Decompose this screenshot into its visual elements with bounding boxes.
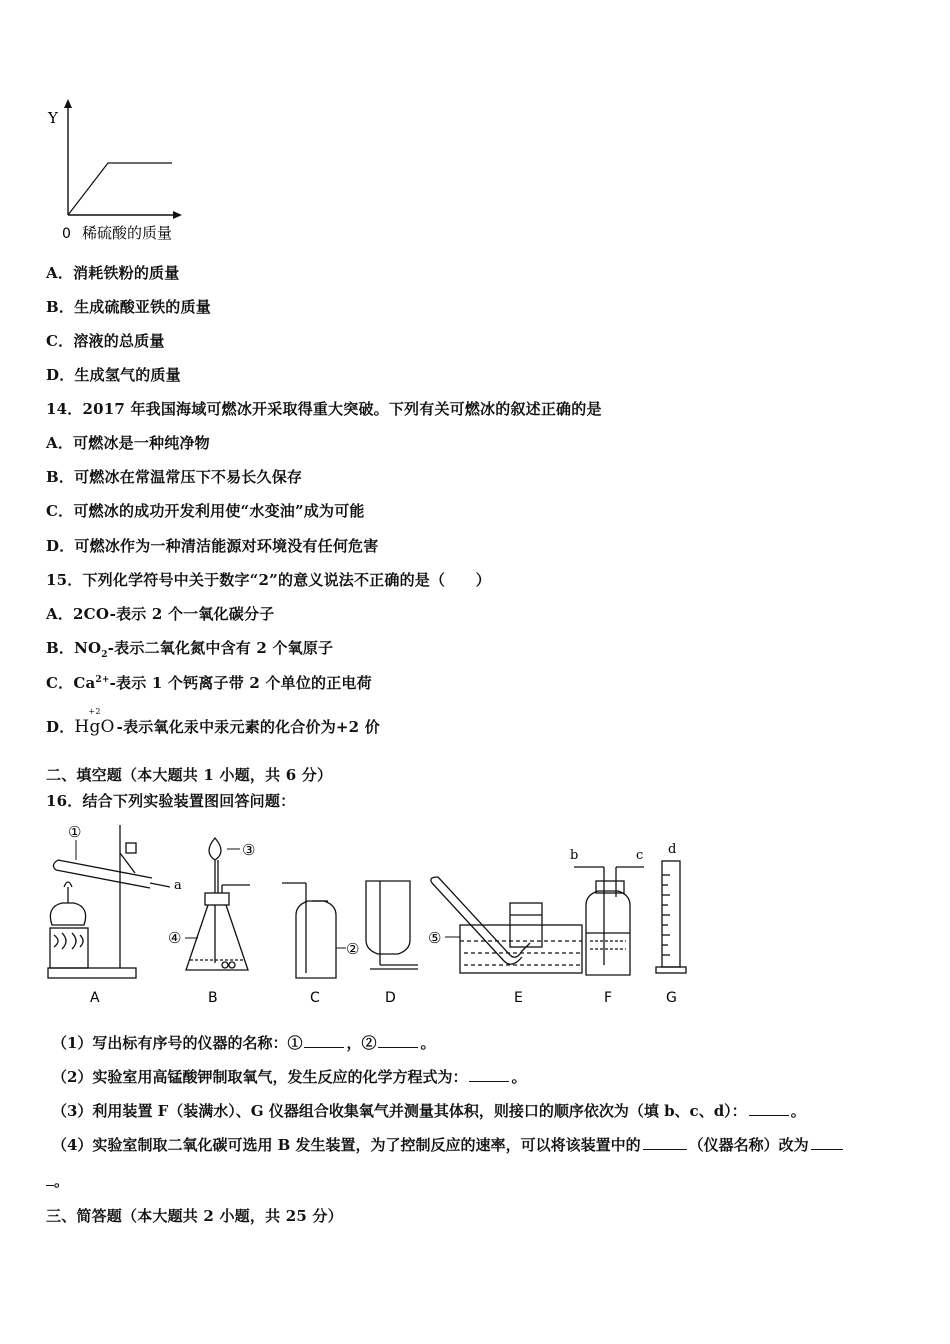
q13-option-c: C．溶液的总质量 bbox=[46, 332, 165, 350]
apparatus-a bbox=[48, 825, 170, 978]
q15-option-b: B．$NO_2-$表示二氧化氮中含有 2 个氧原子 bbox=[46, 639, 334, 660]
blank-6-cont[interactable] bbox=[46, 1171, 54, 1186]
section2-title: 二、填空题（本大题共 1 小题，共 6 分） bbox=[46, 766, 333, 784]
apparatus-g bbox=[656, 861, 686, 973]
q14-option-d: D．可燃冰作为一种清洁能源对环境没有任何危害 bbox=[46, 537, 379, 555]
label-c: C bbox=[310, 990, 320, 1006]
port-a: a bbox=[174, 878, 182, 893]
q14-option-c: C．可燃冰的成功开发利用使“水变油”成为可能 bbox=[46, 502, 365, 520]
label-f: F bbox=[604, 990, 613, 1006]
origin-label: 0 bbox=[62, 226, 71, 242]
label-d: D bbox=[385, 990, 396, 1006]
apparatus-e bbox=[431, 877, 582, 973]
blank-4[interactable] bbox=[749, 1101, 789, 1116]
q14-stem: 14．2017 年我国海域可燃冰开采取得重大突破。下列有关可燃冰的叙述正确的是 bbox=[46, 400, 602, 418]
port-c: c bbox=[636, 848, 644, 863]
blank-5[interactable] bbox=[643, 1135, 687, 1150]
lab-apparatus-figure bbox=[40, 815, 700, 1015]
q16-sub2: （2）实验室用高锰酸钾制取氧气，发生反应的化学方程式为： 。 bbox=[52, 1068, 527, 1086]
marker-3: ③ bbox=[242, 841, 256, 859]
port-d: d bbox=[668, 842, 677, 857]
label-a: A bbox=[90, 990, 100, 1006]
q16-sub3: （3）利用装置 F（装满水）、G 仪器组合收集氧气并测量其体积，则接口的顺序依次为（填 b、c、d）： 。 bbox=[52, 1102, 806, 1120]
marker-1: ① bbox=[68, 823, 82, 841]
q13-option-b: B．生成硫酸亚铁的质量 bbox=[46, 298, 211, 316]
q16-sub4: （4）实验室制取二氧化碳可选用 B 发生装置，为了控制反应的速率，可以将该装置中的 （仪器名称）改为 bbox=[52, 1134, 845, 1155]
apparatus-c bbox=[282, 883, 336, 978]
blank-6[interactable] bbox=[811, 1135, 843, 1150]
blank-3[interactable] bbox=[469, 1067, 509, 1082]
marker-4: ④ bbox=[168, 929, 182, 947]
blank-1[interactable] bbox=[304, 1033, 344, 1048]
marker-2: ② bbox=[346, 940, 360, 958]
blank-2[interactable] bbox=[378, 1033, 418, 1048]
section3-title: 三、简答题（本大题共 2 小题，共 25 分） bbox=[46, 1207, 343, 1225]
apparatus-d bbox=[366, 881, 418, 969]
q14-option-a: A．可燃冰是一种纯净物 bbox=[46, 434, 210, 452]
q13-option-a: A．消耗铁粉的质量 bbox=[46, 264, 180, 282]
q15-stem: 15．下列化学符号中关于数字“2”的意义说法不正确的是（ ） bbox=[46, 571, 491, 589]
marker-5: ⑤ bbox=[428, 929, 442, 947]
port-b: b bbox=[570, 848, 579, 863]
label-g: G bbox=[666, 990, 677, 1006]
x-axis-label: 稀硫酸的质量 bbox=[82, 224, 173, 242]
q15-option-d: D． +2 HgO -表示氧化汞中汞元素的化合价为+2 价 bbox=[46, 707, 380, 737]
q15-option-c: C．$Ca^{2+}-$表示 1 个钙离子带 2 个单位的正电荷 bbox=[46, 674, 372, 692]
q13-option-d: D．生成氢气的质量 bbox=[46, 366, 181, 384]
q15-option-a: A．2CO-表示 2 个一氧化碳分子 bbox=[46, 605, 275, 623]
y-axis-label: Y bbox=[48, 109, 58, 127]
label-e: E bbox=[514, 990, 523, 1006]
q14-option-b: B．可燃冰在常温常压下不易长久保存 bbox=[46, 468, 303, 486]
y-vs-acid-graph bbox=[40, 95, 200, 250]
hgo-formula: +2 HgO bbox=[74, 707, 115, 737]
q16-stem: 16．结合下列实验装置图回答问题： bbox=[46, 792, 296, 810]
q16-sub1: （1）写出标有序号的仪器的名称：① ，② 。 bbox=[52, 1034, 436, 1052]
apparatus-f bbox=[574, 867, 644, 975]
label-b: B bbox=[208, 990, 218, 1006]
apparatus-b bbox=[186, 838, 250, 970]
q16-sub4-end: 。 bbox=[46, 1170, 69, 1191]
